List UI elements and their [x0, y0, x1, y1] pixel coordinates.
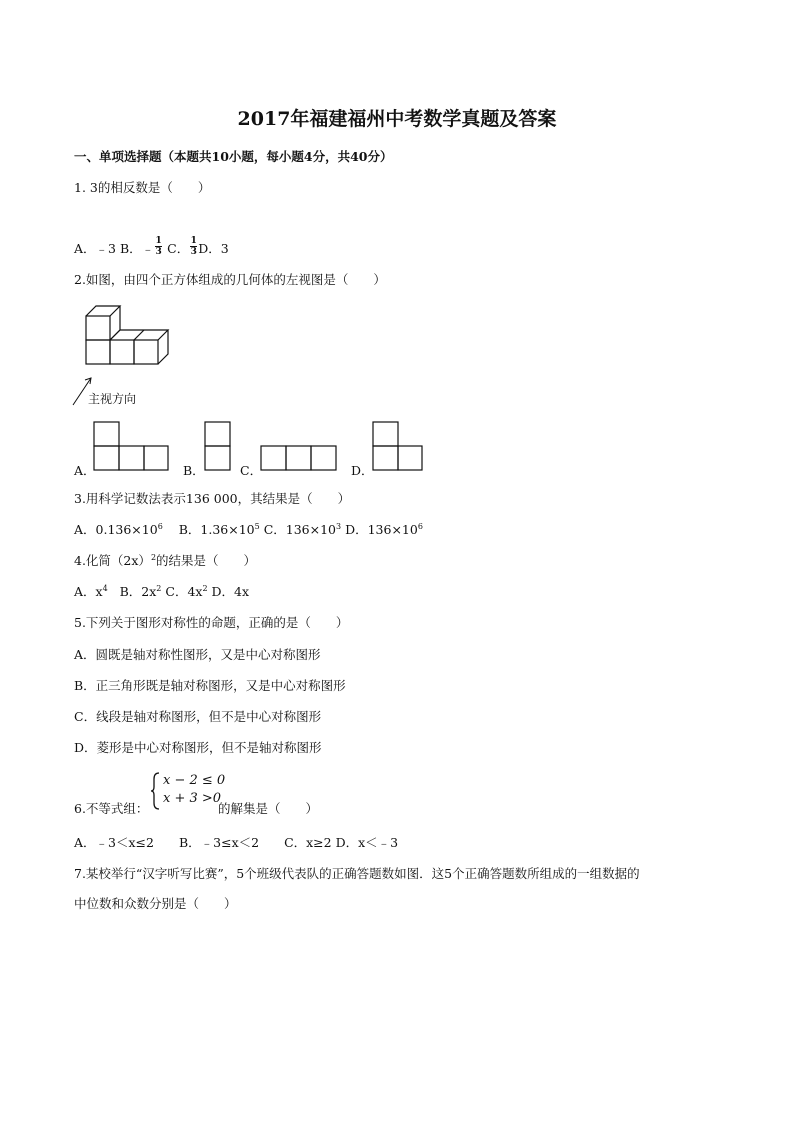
- q5-option-b: B．正三角形既是轴对称图形，又是中心对称图形: [74, 678, 346, 693]
- fraction-one-third: $\frac{1}{3}$: [155, 236, 162, 257]
- inequality-1: x − 2 ≤ 0: [163, 773, 226, 788]
- q5-option-c: C．线段是轴对称图形，但不是中心对称图形: [74, 709, 322, 724]
- q2-option-c-label: C．: [240, 463, 263, 478]
- q5-option-a: A．圆既是轴对称性图形，又是中心对称图形: [74, 647, 321, 662]
- q4-option-c: C．$4x^2$: [165, 584, 208, 599]
- q2-option-d-label: D．: [351, 463, 374, 478]
- q6-stem-suffix: 的解集是（ ）: [218, 801, 319, 816]
- q3-option-a: A．$0.136\times 10^6$: [74, 522, 163, 537]
- q1-stem: 1. 3的相反数是（ ）: [74, 180, 211, 195]
- q2-option-b-figure: [204, 420, 232, 472]
- q5-stem: 5.下列关于图形对称性的命题，正确的是（ ）: [74, 615, 349, 630]
- inequality-2: x + 3 >0: [163, 791, 222, 806]
- q4-option-b: B．$2x^2$: [119, 584, 162, 599]
- section-heading: 一、单项选择题（本题共10小题，每小题4分，共40分）: [74, 149, 393, 164]
- view-direction-label: 主视方向: [88, 392, 137, 406]
- q4-options: [74, 582, 249, 600]
- q1-option-c: C．: [167, 241, 190, 256]
- q4-stem: 4.化简$(2x)^2$的结果是（ ）: [74, 553, 257, 568]
- fraction-one-third: $\frac{1}{3}$: [190, 236, 197, 257]
- cube-solid-figure: [74, 300, 184, 370]
- q1-options: [74, 236, 229, 257]
- q1-option-a: A．﹣3: [74, 241, 116, 256]
- q2-option-a-label: A．: [74, 463, 96, 478]
- q2-stem: 2.如图，由四个正方体组成的几何体的左视图是（ ）: [74, 272, 386, 287]
- q4-option-a: A．$x^4$: [74, 584, 108, 599]
- q4-option-d: D．4x: [211, 584, 250, 599]
- q3-stem: 3.用科学记数法表示136 000，其结果是（ ）: [74, 491, 351, 506]
- q3-options: [74, 520, 423, 538]
- page-title: 2017年福建福州中考数学真题及答案: [237, 108, 557, 130]
- q2-option-a-figure: [93, 420, 169, 472]
- q5-option-d: D．菱形是中心对称图形，但不是轴对称图形: [74, 740, 322, 755]
- q2-option-d-figure: [372, 420, 424, 472]
- q3-option-b: B．$1.36\times 10^5$: [178, 522, 260, 537]
- q2-option-b-label: B．: [183, 463, 205, 478]
- q6-stem-prefix: 6.不等式组：: [74, 801, 149, 816]
- q1-option-d: D．3: [198, 241, 229, 256]
- q3-option-d: D．$136\times 10^6$: [345, 522, 423, 537]
- q7-stem-line2: 中位数和众数分别是（ ）: [74, 896, 237, 911]
- q7-stem-line1: 7.某校举行“汉字听写比赛”，5个班级代表队的正确答题数如图．这5个正确答题数所组成的一组数据的: [74, 866, 640, 881]
- q3-option-c: C．$136\times 10^3$: [263, 522, 342, 537]
- q1-option-b: B．﹣: [119, 241, 155, 256]
- q6-options: A．﹣3＜x≤2 B．﹣3≤x＜2 C．x≥2 D．x＜﹣3: [74, 835, 399, 850]
- q2-option-c-figure: [260, 444, 338, 472]
- inequality-brace: [151, 772, 161, 810]
